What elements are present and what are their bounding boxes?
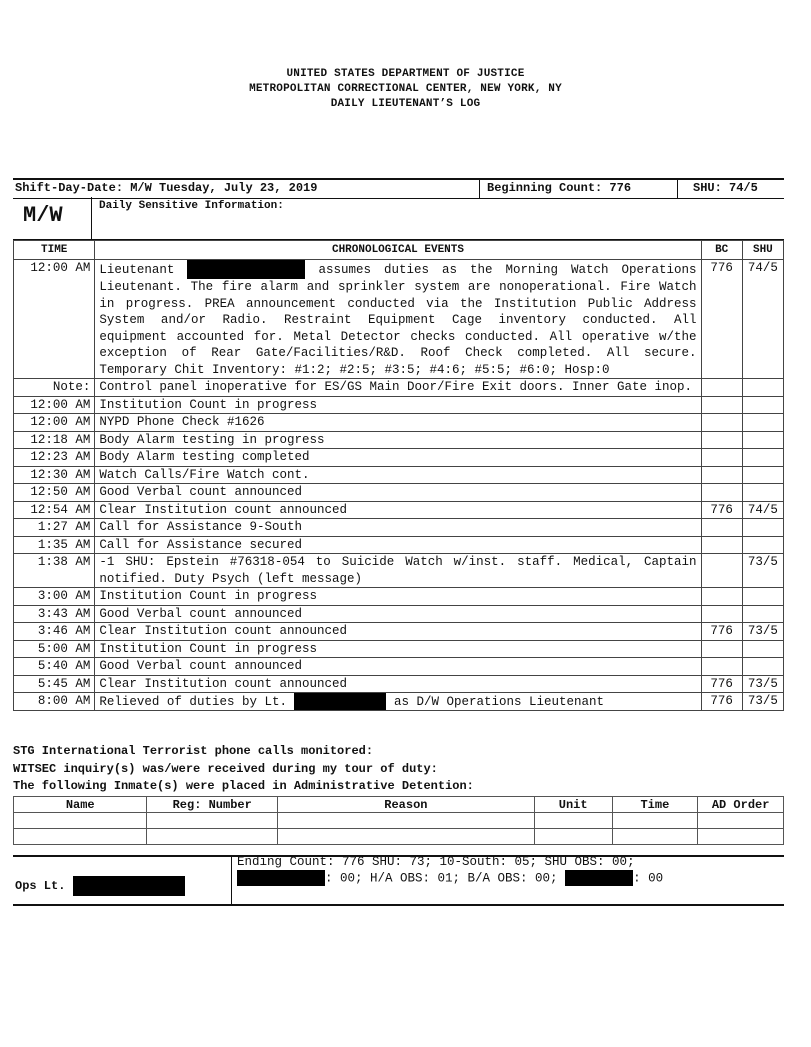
event-bc: 776 [701,501,742,519]
divider [479,180,480,198]
event-shu [742,466,783,484]
redaction-box [73,876,185,896]
redaction-box [565,870,633,886]
table-row [14,658,784,676]
event-shu [742,519,783,537]
ops-lt-label [15,876,185,896]
shu-count: SHU: 74/5 [693,181,758,195]
event-time: 12:23 AM [14,449,95,467]
event-rest: Operations Lieutenant. The fire alarm and sprinkler system are nonoperational. Fire Watch in progress. PREA announcement conducted via the Institution Public Address System and/or Radio. Restraint Equipment Cage inventory conducted. All equipment accounted for. Metal Detector checks conducted. All operative w/the exception of Rear Gate/Facilities/R&D. Roof Check completed. All secure. Temporary Chit Inventory: #1:2; #2:5; #3:5; #4:6; #5:5; #6:0; Hosp:0 [99,262,697,377]
col-unit: Unit [534,797,612,813]
empty-cell [742,379,783,397]
table-row [14,396,784,414]
event-text: Body Alarm testing in progress [95,431,701,449]
sensitive-info-block [13,197,784,241]
event-bc [701,605,742,623]
event-bc: 776 [701,675,742,693]
ending-count-line-1: Ending Count: 776 SHU: 73; 10-South: 05; SHU OBS: 00; [237,855,635,869]
event-shu [742,396,783,414]
event-shu: 73/5 [742,623,783,641]
table-row [14,605,784,623]
event-shu: 73/5 [742,675,783,693]
event-shu: 73/5 [742,554,783,588]
admin-detention-line: The following Inmate(s) were placed in Administrative Detention: [13,779,474,793]
event-text: Good Verbal count announced [95,484,701,502]
event-time: 8:00 AM [14,693,95,711]
table-row [14,466,784,484]
event-time: 5:00 AM [14,640,95,658]
event-bc [701,554,742,588]
event-time: 5:45 AM [14,675,95,693]
event-time: 3:46 AM [14,623,95,641]
event-text: Institution Count in progress [95,640,701,658]
event-bc [701,588,742,606]
header-line-3: DAILY LIEUTENANT’S LOG [330,98,481,110]
table-row [14,623,784,641]
event-text: Institution Count in progress [95,396,701,414]
event-shu [742,536,783,554]
event-text: Call for Assistance 9-South [95,519,701,537]
event-time: 1:38 AM [14,554,95,588]
event-shu: 73/5 [742,693,783,711]
event-text: NYPD Phone Check #1626 [95,414,701,432]
event-text: Good Verbal count announced [95,605,701,623]
event-bc [701,414,742,432]
table-row [14,675,784,693]
event-bc [701,640,742,658]
empty-cell [701,379,742,397]
event-text: Clear Institution count announced [95,501,701,519]
event-bc [701,519,742,537]
redaction-box [237,870,325,886]
event-text: Watch Calls/Fire Watch cont. [95,466,701,484]
event-time: 12:50 AM [14,484,95,502]
event-shu [742,484,783,502]
event-bc: 776 [701,693,742,711]
event-shu [742,588,783,606]
shift-info-row [13,178,784,199]
ending-line-2-mid: : 00; H/A OBS: 01; B/A OBS: 00; [325,871,558,886]
table-row [14,640,784,658]
event-text: Clear Institution count announced [95,623,701,641]
event-time: 1:35 AM [14,536,95,554]
event-bc [701,449,742,467]
event-time: 5:40 AM [14,658,95,676]
event-time: 12:00 AM [14,414,95,432]
col-reason: Reason [277,797,534,813]
event-bc [701,466,742,484]
admin-detention-table [13,796,784,845]
table-row [14,501,784,519]
events-header-row [14,241,784,260]
event-text: Institution Count in progress [95,588,701,606]
redaction-box [187,260,305,279]
event-after-redaction: as D/W Operations Lieutenant [393,694,605,709]
event-lead: Lieutenant [99,262,175,277]
divider [677,180,678,198]
event-shu [742,658,783,676]
event-shu [742,414,783,432]
event-text: Clear Institution count announced [95,675,701,693]
divider [231,857,232,904]
col-time: Time [612,797,698,813]
admin-header-row [14,797,784,813]
event-bc [701,536,742,554]
admin-empty-row [14,813,784,829]
table-row [14,588,784,606]
col-time: TIME [14,241,95,260]
table-row [14,519,784,537]
event-text: Call for Assistance secured [95,536,701,554]
table-row [14,554,784,588]
event-time: 12:00 AM [14,260,95,379]
header-line-1: UNITED STATES DEPARTMENT OF JUSTICE [286,68,525,80]
col-events: CHRONOLOGICAL EVENTS [95,241,701,260]
event-shu [742,431,783,449]
ending-count-line-2 [237,870,663,886]
col-name: Name [14,797,147,813]
events-table [13,240,784,711]
event-time: 3:43 AM [14,605,95,623]
event-bc [701,396,742,414]
footer-block [13,855,784,906]
col-shu: SHU [742,241,783,260]
stg-line: STG International Terrorist phone calls monitored: [13,744,374,758]
col-reg-number: Reg: Number [147,797,278,813]
table-row [14,414,784,432]
event-after-redaction: assumes duties as the Morning Watch [318,262,609,277]
event-time: 12:18 AM [14,431,95,449]
event-text: Good Verbal count announced [95,658,701,676]
shift-day-date: Shift-Day-Date: M/W Tuesday, July 23, 2019 [15,181,318,195]
event-bc [701,658,742,676]
event-time: 3:00 AM [14,588,95,606]
ending-count [237,854,663,886]
event-text: -1 SHU: Epstein #76318-054 to Suicide Watch w/inst. staff. Medical, Captain notified. Duty Psych (left message) [95,554,701,588]
shift-code: M/W [23,203,63,228]
event-text [95,260,701,379]
table-row [14,693,784,711]
event-time: 1:27 AM [14,519,95,537]
divider [91,197,92,239]
note-text: Control panel inoperative for ES/GS Main Door/Fire Exit doors. Inner Gate inop. [95,379,701,397]
ops-lt-text: Ops Lt. [15,879,66,894]
redaction-box [294,693,386,710]
event-text [95,693,701,711]
table-row [14,484,784,502]
header-line-2: METROPOLITAN CORRECTIONAL CENTER, NEW YORK, NY [249,83,562,95]
event-bc [701,431,742,449]
event-shu [742,605,783,623]
event-lead: Relieved of duties by Lt. [99,694,287,709]
beginning-count: Beginning Count: 776 [487,181,632,195]
table-row [14,449,784,467]
event-bc: 776 [701,623,742,641]
event-time: 12:30 AM [14,466,95,484]
event-bc: 776 [701,260,742,379]
sensitive-info-label: Daily Sensitive Information: [99,200,284,212]
event-bc [701,484,742,502]
event-shu [742,449,783,467]
event-shu [742,640,783,658]
col-ad-order: AD Order [698,797,784,813]
event-shu: 74/5 [742,260,783,379]
col-bc: BC [701,241,742,260]
event-shu: 74/5 [742,501,783,519]
event-text: Body Alarm testing completed [95,449,701,467]
table-row [14,260,784,379]
admin-empty-row [14,829,784,845]
event-time: 12:00 AM [14,396,95,414]
note-label: Note: [14,379,95,397]
ending-line-2-end: : 00 [633,871,664,886]
witsec-line: WITSEC inquiry(s) was/were received during my tour of duty: [13,762,438,776]
event-time: 12:54 AM [14,501,95,519]
table-row [14,536,784,554]
table-row [14,431,784,449]
note-row [14,379,784,397]
